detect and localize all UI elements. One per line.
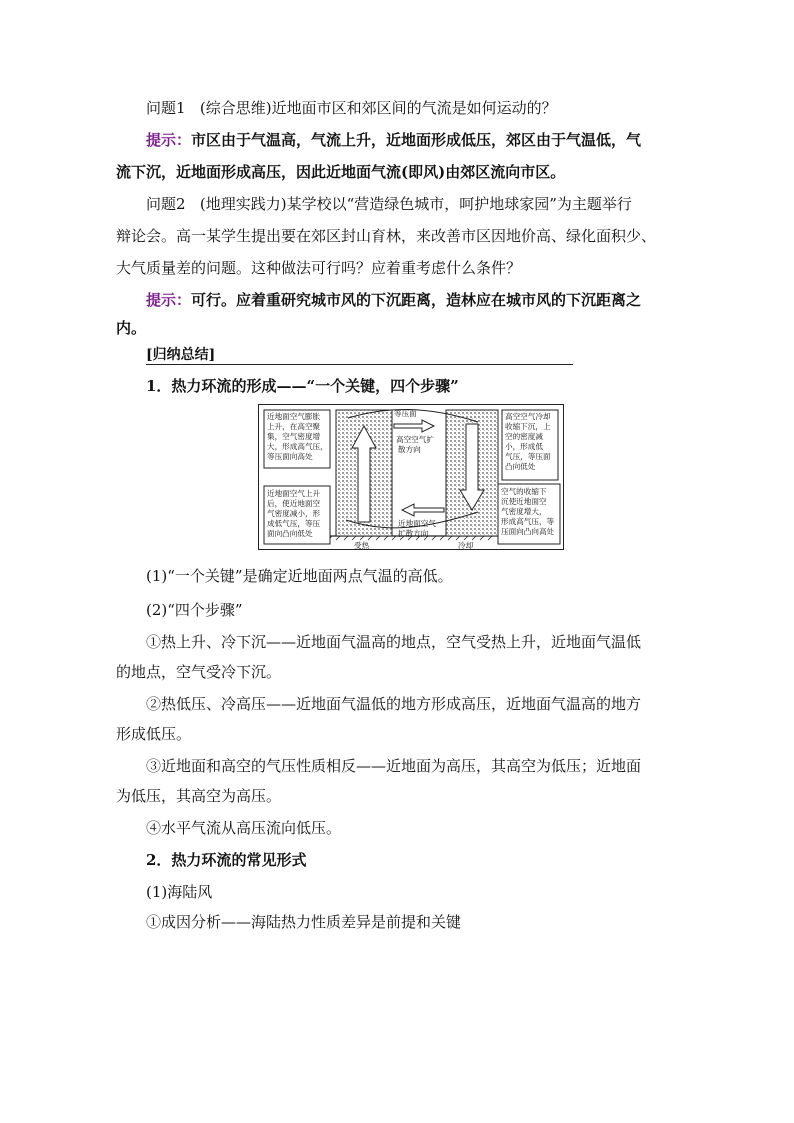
box-br-4: 形成高气压，等	[501, 517, 555, 526]
question-2-label: 问题2	[146, 195, 186, 213]
box-bl-4: 成低气压，等压	[267, 519, 321, 528]
step-2-line-2: 形成低压。	[116, 725, 192, 743]
hint-label-2: 提示：	[146, 291, 192, 309]
heading-1: 1．热力环流的形成——“一个关键，四个步骤”	[146, 377, 459, 395]
lower-flow-label-2: 扩散方向	[398, 529, 429, 538]
lower-flow-arrow	[402, 504, 444, 516]
box-tr-2: 收缩下沉，上	[505, 422, 551, 431]
box-tl-3: 集，空气密度增	[267, 432, 321, 441]
heading-2-1-a: ①成因分析——海陆热力性质差异是前提和关键	[146, 913, 462, 931]
upper-flow-label-2: 散方向	[398, 445, 421, 454]
answer-2-line-1	[146, 290, 641, 310]
answer-2-text: 可行。应着重研究城市风的下沉距离，造林应在城市风的下沉距离之	[191, 291, 642, 309]
step-1-line-2: 的地点，空气受冷下沉。	[116, 663, 282, 681]
box-bl-2: 后，使近地面空	[267, 499, 321, 508]
question-2-line-1	[146, 194, 632, 214]
step-3-line-1: ③近地面和高空的气压性质相反——近地面为高压，其高空为低压；近地面	[146, 757, 642, 775]
answer-1-text: 市区由于气温高，气流上升，近地面形成低压，郊区由于气温低，气	[191, 131, 642, 149]
question-1-text: (综合思维)近地面市区和郊区间的气流是如何运动的？	[199, 99, 557, 117]
question-1-label: 问题1	[146, 99, 186, 117]
paragraph-1: (1)“一个关键”是确定近地面两点气温的高低。	[146, 567, 453, 585]
cooled-label: 冷却	[458, 541, 474, 550]
upper-flow-arrow	[394, 420, 434, 432]
upper-flow-label-1: 高空空气扩	[396, 435, 434, 444]
box-tr-6: 凸向低处	[505, 462, 536, 471]
thermal-circulation-diagram	[258, 404, 564, 550]
heading-2: 2．热力环流的常见形式	[146, 851, 307, 869]
box-br-2: 沉使近地面空	[501, 497, 547, 506]
question-2-text: (地理实践力)某学校以“营造绿色城市，呵护地球家园”为主题举行	[199, 195, 632, 213]
heated-label: 受热	[354, 541, 370, 550]
isobar-label: 等压面	[394, 409, 417, 418]
summary-divider	[146, 364, 573, 365]
answer-1-line-2: 流下沉，近地面形成高压，因此近地面气流(即风)由郊区流向市区。	[116, 163, 566, 181]
hint-label: 提示：	[146, 131, 192, 149]
box-tl-4: 大，形成高气压，	[267, 442, 328, 451]
box-bl-3: 气密度减小，形	[267, 509, 321, 518]
box-tr-5: 气压，等压面	[505, 452, 551, 461]
question-1	[146, 98, 557, 118]
diagram-svg	[258, 404, 564, 550]
lower-flow-label-1: 近地面空气	[398, 519, 436, 528]
step-1-line-1: ①热上升、冷下沉——近地面气温高的地点，空气受热上升，近地面气温低	[146, 633, 642, 651]
paragraph-2: (2)“四个步骤”	[146, 601, 243, 619]
box-br-5: 压面向凸向高处	[501, 527, 555, 536]
question-2-line-2: 辩论会。高一某学生提出要在郊区封山育林，来改善市区因地价高、绿化面积少、	[116, 227, 657, 245]
box-tl-5: 等压面向高处	[267, 452, 313, 461]
box-br-1: 空气的收缩下	[501, 487, 547, 496]
step-4: ④水平气流从高压流向低压。	[146, 819, 342, 837]
summary-title: [归纳总结]	[146, 347, 216, 363]
box-tr-3: 空的密度减	[505, 432, 543, 441]
box-tr-1: 高空空气冷却	[505, 412, 551, 421]
box-br-3: 气密度增大，	[501, 507, 547, 516]
step-2-line-1: ②热低压、冷高压——近地面气温低的地方形成高压，近地面气温高的地方	[146, 695, 642, 713]
box-bl-5: 面向凸向低处	[267, 529, 313, 538]
heading-2-1: (1)海陆风	[146, 883, 213, 901]
box-bl-1: 近地面空气上升	[267, 489, 321, 498]
step-3-line-2: 为低压，其高空为高压。	[116, 787, 282, 805]
box-tl-1: 近地面空气膨胀	[267, 412, 321, 421]
answer-1-line-1	[146, 130, 641, 150]
box-tr-4: 小，形成低	[505, 442, 543, 451]
answer-2-line-2: 内。	[116, 319, 147, 337]
box-tl-2: 上升，在高空聚	[267, 422, 321, 431]
question-2-line-3: 大气质量差的问题。这种做法可行吗？应着重考虑什么条件？	[116, 259, 522, 277]
